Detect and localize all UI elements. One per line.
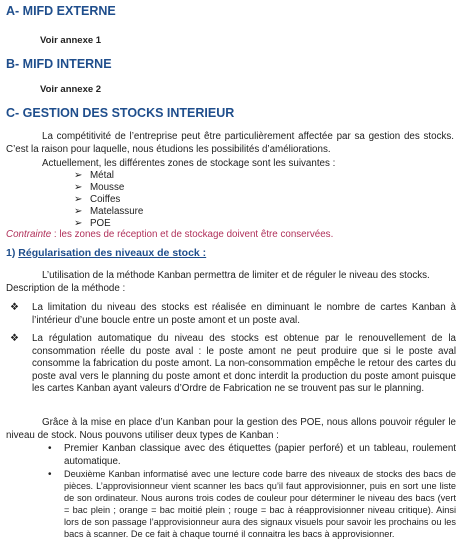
- zone-item: ➢ Coiffes: [74, 194, 121, 205]
- method-bullet: La régulation automatique du niveau des stocks est obtenue par le renouvellement de la consommation réelle du poste aval : le poste amont ne peut produire que si le poste aval consomme la fabrication du poste amont. La non-consommation empêche le retour des cartes du poste aval vers le planning du poste amont et donc interdit la production du poste amont puisque les cartes Kanban ayant valeurs d’Ordre de Fabrication ne se trouvent pas sur le planning.: [32, 333, 456, 395]
- section-b-title: B- MIFD INTERNE: [6, 57, 112, 71]
- section-a-title: A- MIFD EXTERNE: [6, 4, 116, 18]
- zone-item: ➢ Mousse: [74, 182, 125, 193]
- method-bullet: La limitation du niveau des stocks est réalisée en diminuant le nombre de cartes Kanban à l’intérieur d’une boucle entre un poste amont et un poste aval.: [32, 302, 456, 326]
- zone-item: ➢ POE: [74, 218, 111, 229]
- section-a-ref: Voir annexe 1: [40, 35, 102, 46]
- section-b-ref: Voir annexe 2: [40, 84, 102, 95]
- constraint-text: : les zones de réception et de stockage doivent être conservées.: [51, 229, 334, 240]
- arrow-bullet-icon: ➢: [74, 170, 83, 181]
- kanban-type-item: Deuxième Kanban informatisé avec une lecture code barre des niveaux de stocks des bacs de pièces. L’approvisionneur vient scanner les bacs qu’il faut approvisionner, puis en sort une liste de son ordinateur. Nous aurons trois codes de couleur pour déterminer le niveau des bacs (vert = bac plein ; orange = bac moitié plein ; rouge = bac à réapprovisionner niveau critique). Ainsi lors de son passage l’approvisionneur aura des signaux visuels pour savoir les prochains ou les bacs à scanner. De ce fait à chaque tourné il connaitra les bacs à approvisionner.: [64, 469, 456, 539]
- arrow-bullet-icon: ➢: [74, 182, 83, 193]
- diamond-bullet-icon: ❖: [10, 333, 19, 344]
- constraint-note: [6, 229, 333, 240]
- method-description-label: Description de la méthode :: [6, 283, 126, 294]
- dot-bullet-icon: •: [48, 469, 52, 480]
- kanban-type-item: Premier Kanban classique avec des étiquettes (papier perforé) et un tableau, roulement automatique.: [64, 443, 456, 467]
- section-c-title: C- GESTION DES STOCKS INTERIEUR: [6, 106, 235, 120]
- intro-zones-lead: Actuellement, les différentes zones de stockage sont les suivantes :: [42, 158, 336, 169]
- dot-bullet-icon: •: [48, 443, 52, 454]
- arrow-bullet-icon: ➢: [74, 194, 83, 205]
- zone-item: ➢ Matelassure: [74, 206, 144, 217]
- arrow-bullet-icon: ➢: [74, 206, 83, 217]
- kanban-types-intro: Grâce à la mise en place d’un Kanban pour la gestion des POE, nous allons pouvoir réguler le niveau de stock. Nous pouvons utiliser deux types de Kanban :: [6, 417, 456, 441]
- arrow-bullet-icon: ➢: [74, 218, 83, 229]
- subsection-1-title: 1) Régularisation des niveaux de stock :: [6, 247, 207, 259]
- diamond-bullet-icon: ❖: [10, 302, 19, 313]
- intro-paragraph: La compétitivité de l’entreprise peut être particulièrement affectée par sa gestion des stocks. C’est la raison pour laquelle, nous étudions les possibilités d’améliorations.: [6, 131, 454, 155]
- constraint-label: Contrainte: [6, 229, 52, 240]
- zone-item: ➢ Métal: [74, 170, 114, 181]
- kanban-intro: L’utilisation de la méthode Kanban permettra de limiter et de réguler le niveau des stocks.: [42, 270, 430, 281]
